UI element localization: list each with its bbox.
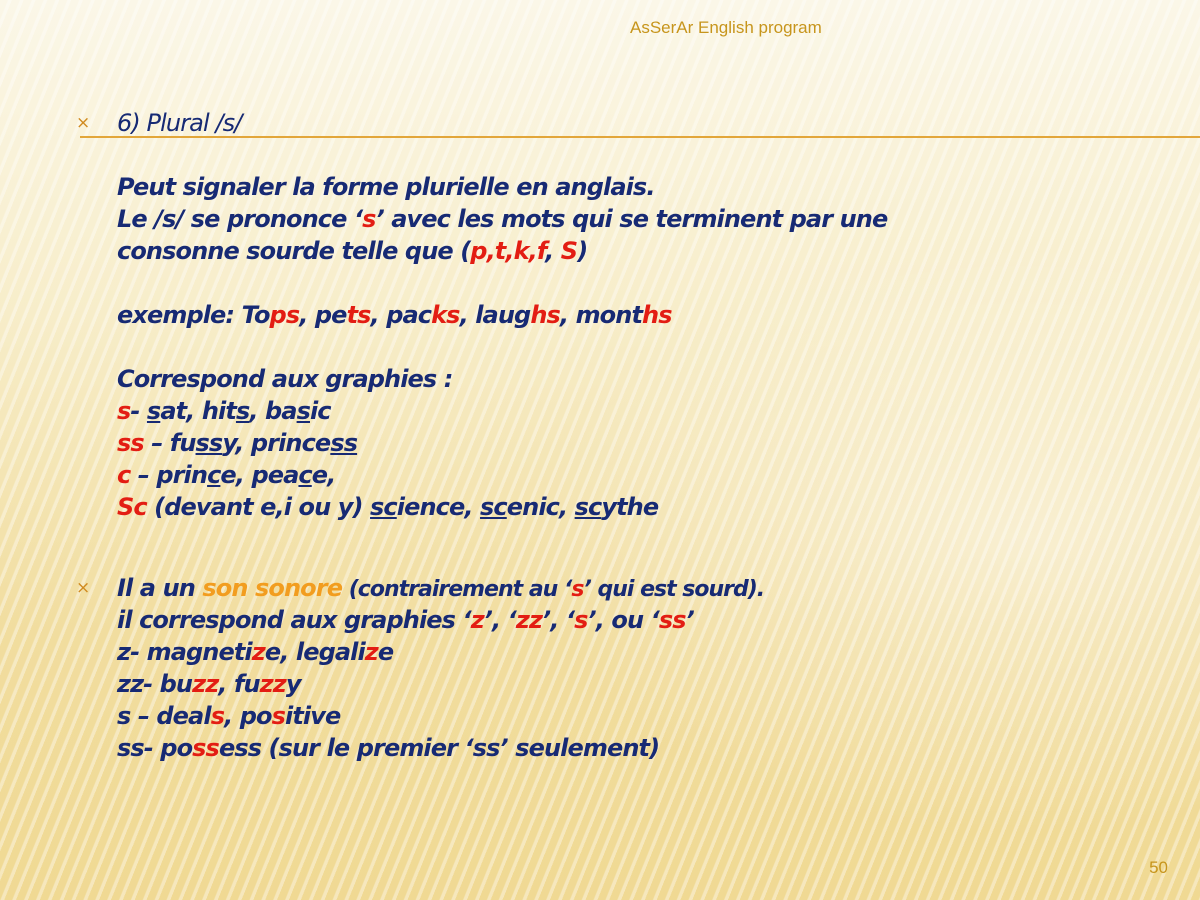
graphie-ss-voiced: ss- possess (sur le premier ‘ss’ seulement) — [117, 734, 660, 762]
page-number: 50 — [1149, 858, 1168, 877]
intro-line-1: Peut signaler la forme plurielle en anglais. — [117, 173, 655, 201]
x-bullet-icon: × — [76, 578, 91, 598]
intro-line-2: Le /s/ se prononce ‘s’ avec les mots qui se terminent par une — [117, 205, 888, 233]
graphies-heading: Correspond aux graphies : — [117, 365, 453, 393]
graphie-ss: ss – fussy, princess — [117, 429, 358, 457]
x-bullet-icon: × — [76, 113, 91, 133]
intro-line-3: consonne sourde telle que (p,t,k,f, S) — [117, 237, 588, 265]
sonore-line-1: Il a un son sonore (contrairement au ‘s’ qui est sourd). — [117, 574, 765, 602]
section-son-sonore — [117, 572, 1117, 764]
graphie-zz: zz- buzz, fuzzy — [117, 670, 301, 698]
graphie-c: c – prince, peace, — [117, 461, 336, 489]
slide-title: 6) Plural /s/ — [117, 109, 242, 137]
section-plural-s — [117, 107, 1117, 523]
graphie-s-voiced: s – deals, positive — [117, 702, 341, 730]
graphie-s: s- sat, hits, basic — [117, 397, 331, 425]
sonore-line-2: il correspond aux graphies ‘z’, ‘zz’, ‘s’, ou ‘ss’ — [117, 606, 694, 634]
graphie-z: z- magnetize, legalize — [117, 638, 394, 666]
example-line: exemple: Tops, pets, packs, laughs, months — [117, 301, 672, 329]
graphie-sc: Sc (devant e,i ou y) science, scenic, scythe — [117, 493, 659, 521]
header-program-title: AsSerAr English program — [630, 18, 822, 37]
